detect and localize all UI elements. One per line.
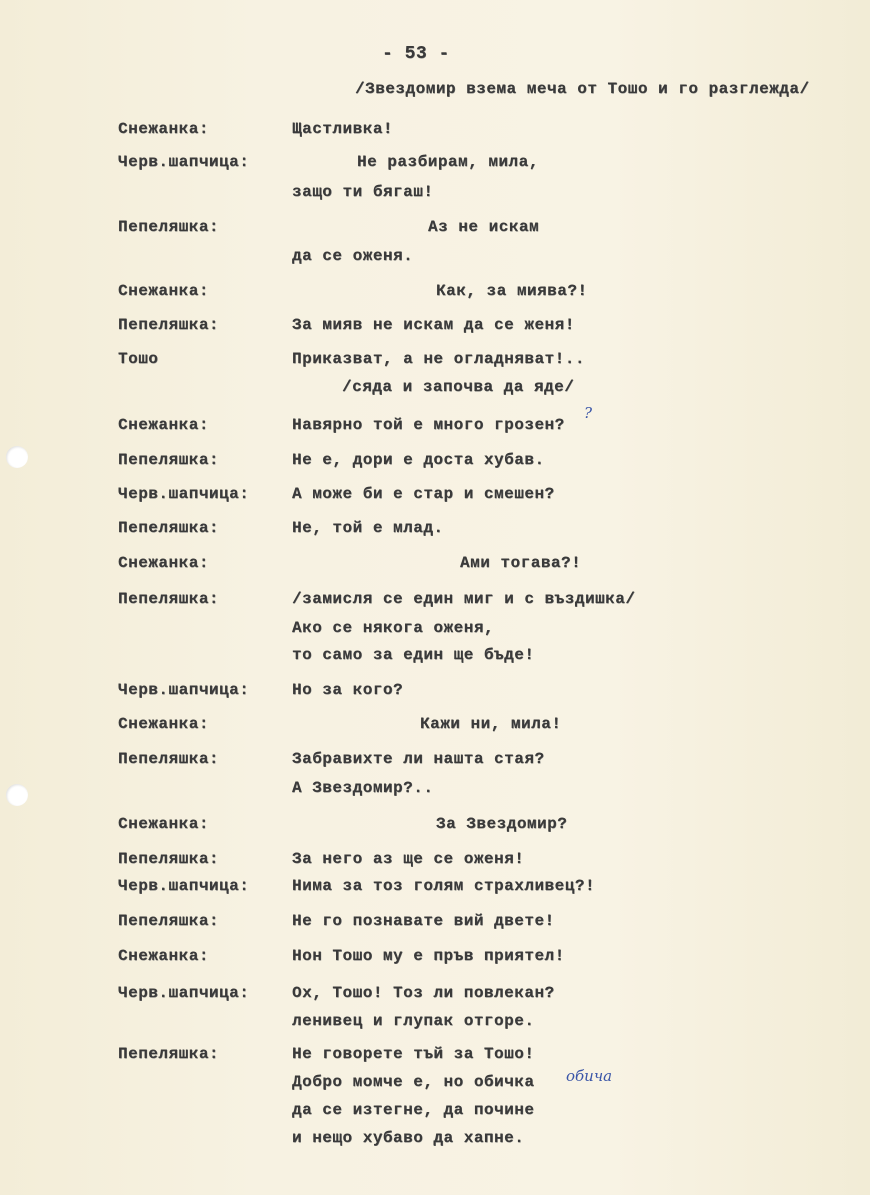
dialogue-line: то само за един ще бъде! — [292, 646, 535, 664]
dialogue-line: и нещо хубаво да хапне. — [292, 1129, 525, 1147]
speaker-name: Пепеляшка: — [118, 519, 220, 537]
speaker-name: Снежанка: — [118, 120, 209, 138]
dialogue-line: Ох, Тошо! Тоз ли повлекан? — [292, 984, 555, 1002]
speaker-name: Тошо — [118, 350, 159, 368]
speaker-name: Пепеляшка: — [118, 1045, 220, 1063]
speaker-name: Пепеляшка: — [118, 912, 220, 930]
speaker-name: Снежанка: — [118, 282, 209, 300]
speaker-name: Черв.шапчица: — [118, 681, 250, 699]
stage-direction: /замисля се един миг и с въздишка/ — [292, 590, 636, 608]
dialogue-line: Не е, дори е доста хубав. — [292, 451, 545, 469]
dialogue-line: Не говорете тъй за Тошо! — [292, 1045, 535, 1063]
speaker-name: Снежанка: — [118, 715, 209, 733]
dialogue-line: Навярно той е много грозен? — [292, 416, 565, 434]
dialogue-line: да се изтегне, да почине — [292, 1101, 535, 1119]
dialogue-line: Приказват, а не огладняват!.. — [292, 350, 585, 368]
dialogue-line: За Звездомир? — [436, 815, 568, 833]
speaker-name: Снежанка: — [118, 947, 209, 965]
dialogue-line: Не го познавате вий двете! — [292, 912, 555, 930]
speaker-name: Черв.шапчица: — [118, 984, 250, 1002]
punch-hole — [6, 784, 28, 806]
dialogue-line: Кажи ни, мила! — [420, 715, 562, 733]
stage-direction: /Звездомир взема меча от Тошо и го разглежда/ — [355, 80, 810, 98]
handwritten-note: обича — [566, 1067, 613, 1085]
dialogue-line: Аз не искам — [428, 218, 540, 236]
dialogue-line: Но за кого? — [292, 681, 404, 699]
dialogue-line: Не разбирам, мила, — [357, 153, 539, 171]
dialogue-line: Нима за тоз голям страхливец?! — [292, 877, 596, 895]
speaker-name: Снежанка: — [118, 554, 209, 572]
dialogue-line: Как, за миява?! — [436, 282, 588, 300]
dialogue-line: защо ти бягаш! — [292, 183, 434, 201]
dialogue-line: Добро момче е, но обичка — [292, 1073, 535, 1091]
speaker-name: Пепеляшка: — [118, 850, 220, 868]
dialogue-line: Щастливка! — [292, 120, 394, 138]
speaker-name: Пепеляшка: — [118, 218, 220, 236]
dialogue-line: За него аз ще се оженя! — [292, 850, 525, 868]
stage-direction: /сяда и започва да яде/ — [342, 378, 575, 396]
dialogue-line: да се оженя. — [292, 247, 414, 265]
page-number: - 53 - — [382, 44, 450, 64]
dialogue-line: А Звездомир?.. — [292, 779, 434, 797]
dialogue-line: Забравихте ли нашта стая? — [292, 750, 545, 768]
dialogue-line: А може би е стар и смешен? — [292, 485, 555, 503]
speaker-name: Снежанка: — [118, 815, 209, 833]
punch-hole — [6, 446, 28, 468]
speaker-name: Пепеляшка: — [118, 590, 220, 608]
speaker-name: Пепеляшка: — [118, 316, 220, 334]
speaker-name: Черв.шапчица: — [118, 153, 250, 171]
handwritten-question-mark: ? — [584, 404, 593, 422]
speaker-name: Снежанка: — [118, 416, 209, 434]
dialogue-line: Ами тогава?! — [460, 554, 582, 572]
dialogue-line: Ако се някога оженя, — [292, 619, 495, 637]
speaker-name: Пепеляшка: — [118, 451, 220, 469]
dialogue-line: Не, той е млад. — [292, 519, 444, 537]
dialogue-line: Нон Тошо му е пръв приятел! — [292, 947, 565, 965]
dialogue-line: ленивец и глупак отгоре. — [292, 1012, 535, 1030]
speaker-name: Черв.шапчица: — [118, 485, 250, 503]
speaker-name: Пепеляшка: — [118, 750, 220, 768]
dialogue-line: За мияв не искам да се женя! — [292, 316, 575, 334]
speaker-name: Черв.шапчица: — [118, 877, 250, 895]
